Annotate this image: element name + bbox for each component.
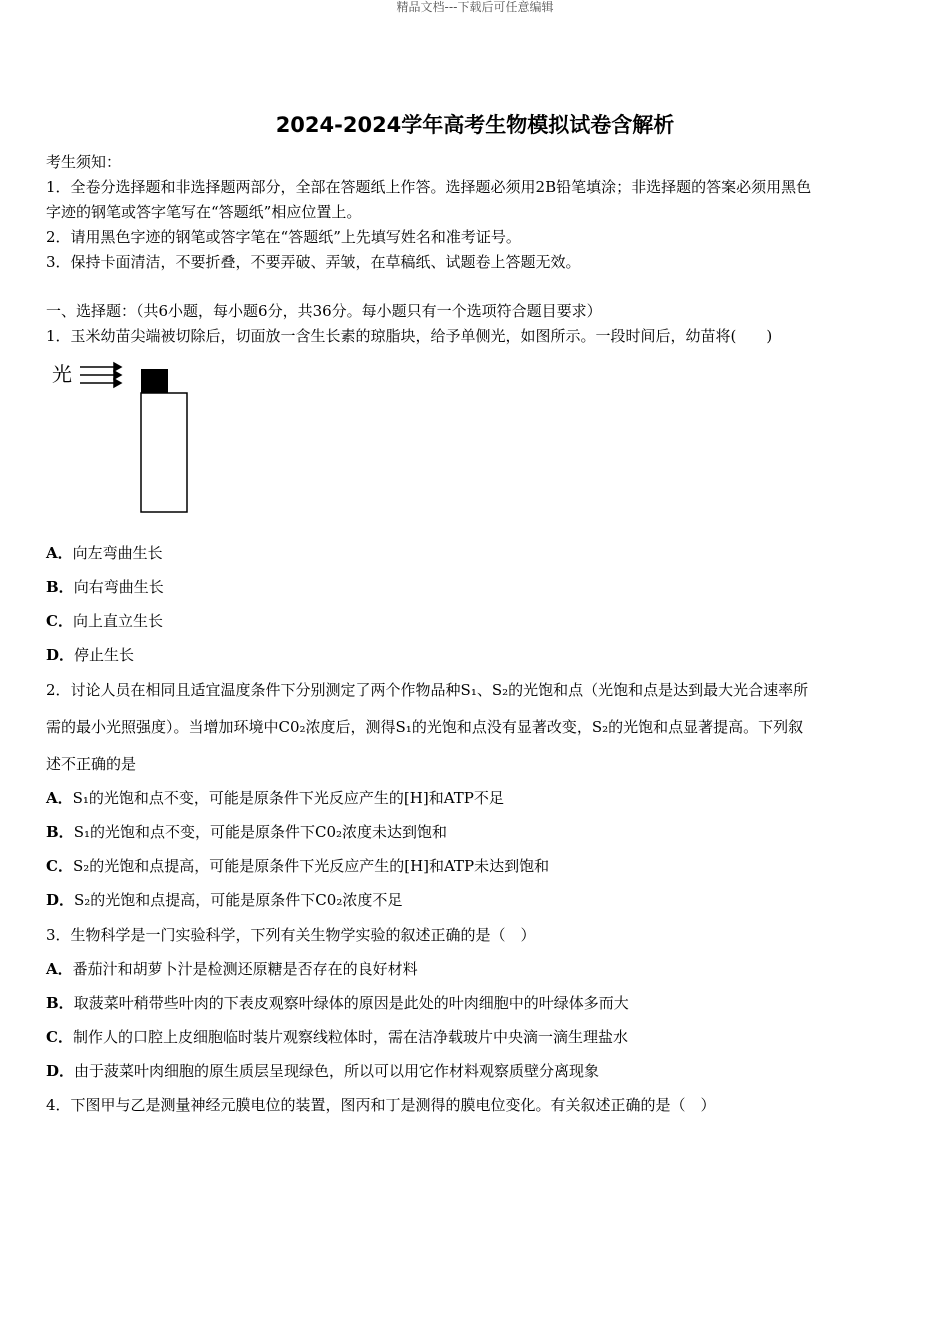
agar-block xyxy=(141,369,168,393)
q1-option-d: D．停止生长 xyxy=(46,646,135,664)
page-header: 精品文档---下载后可任意编辑 xyxy=(396,0,554,14)
seedling-light-figure xyxy=(50,358,200,518)
light-arrows-icon xyxy=(80,363,121,387)
notice-item: 3．保持卡面清洁，不要折叠，不要弄破、弄皱，在草稿纸、试题卷上答题无效。 xyxy=(46,253,581,271)
notice-heading: 考生须知： xyxy=(46,153,122,171)
question-2-stem: 2．讨论人员在相同且适宜温度条件下分别测定了两个作物品种S₁、S₂的光饱和点（光饱和点是达到最大光合速率所 xyxy=(46,681,809,699)
question-2-stem: 述不正确的是 xyxy=(46,755,137,773)
q1-option-a: A．向左弯曲生长 xyxy=(46,544,163,562)
notice-item: 字迹的钢笔或答字笔写在“答题纸”相应位置上。 xyxy=(46,203,362,221)
q3-option-d: D．由于菠菜叶肉细胞的原生质层呈现绿色，所以可以用它作材料观察质壁分离现象 xyxy=(46,1062,600,1080)
light-label: 光 xyxy=(52,362,72,386)
question-4-stem: 4．下图甲与乙是测量神经元膜电位的装置，图丙和丁是测得的膜电位变化。有关叙述正确的是（ ） xyxy=(46,1096,716,1114)
q3-option-c: C．制作人的口腔上皮细胞临时装片观察线粒体时，需在洁净载玻片中央滴一滴生理盐水 xyxy=(46,1028,628,1046)
question-3-stem: 3．生物科学是一门实验科学，下列有关生物学实验的叙述正确的是（ ） xyxy=(46,926,536,944)
notice-item: 1．全卷分选择题和非选择题两部分，全部在答题纸上作答。选择题必须用2B铅笔填涂；非选择题的答案必须用黑色 xyxy=(46,178,812,196)
section-heading: 一、选择题：（共6小题，每小题6分，共36分。每小题只有一个选项符合题目要求） xyxy=(46,302,602,320)
q1-option-b: B．向右弯曲生长 xyxy=(46,578,164,596)
question-1-stem: 1．玉米幼苗尖端被切除后，切面放一含生长素的琼脂块，给予单侧光，如图所示。一段时间后，幼苗将( ) xyxy=(46,327,773,345)
question-2-stem: 需的最小光照强度）。当增加环境中C0₂浓度后，测得S₁的光饱和点没有显著改变，S₂的光饱和点显著提高。下列叙 xyxy=(46,718,804,736)
q2-option-d: D．S₂的光饱和点提高，可能是原条件下C0₂浓度不足 xyxy=(46,891,403,909)
q2-option-c: C．S₂的光饱和点提高，可能是原条件下光反应产生的[H]和ATP未达到饱和 xyxy=(46,857,550,875)
seedling-stem xyxy=(141,393,187,512)
page-title: 2024-2024学年高考生物模拟试卷含解析 xyxy=(275,113,675,137)
q2-option-a: A．S₁的光饱和点不变，可能是原条件下光反应产生的[H]和ATP不足 xyxy=(46,789,504,807)
q1-option-c: C．向上直立生长 xyxy=(46,612,163,630)
q2-option-b: B．S₁的光饱和点不变，可能是原条件下C0₂浓度未达到饱和 xyxy=(46,823,448,841)
notice-item: 2．请用黑色字迹的钢笔或答字笔在“答题纸”上先填写姓名和准考证号。 xyxy=(46,228,521,246)
q3-option-a: A．番茄汁和胡萝卜汁是检测还原糖是否存在的良好材料 xyxy=(46,960,418,978)
q3-option-b: B．取菠菜叶稍带些叶肉的下表皮观察叶绿体的原因是此处的叶肉细胞中的叶绿体多而大 xyxy=(46,994,629,1012)
